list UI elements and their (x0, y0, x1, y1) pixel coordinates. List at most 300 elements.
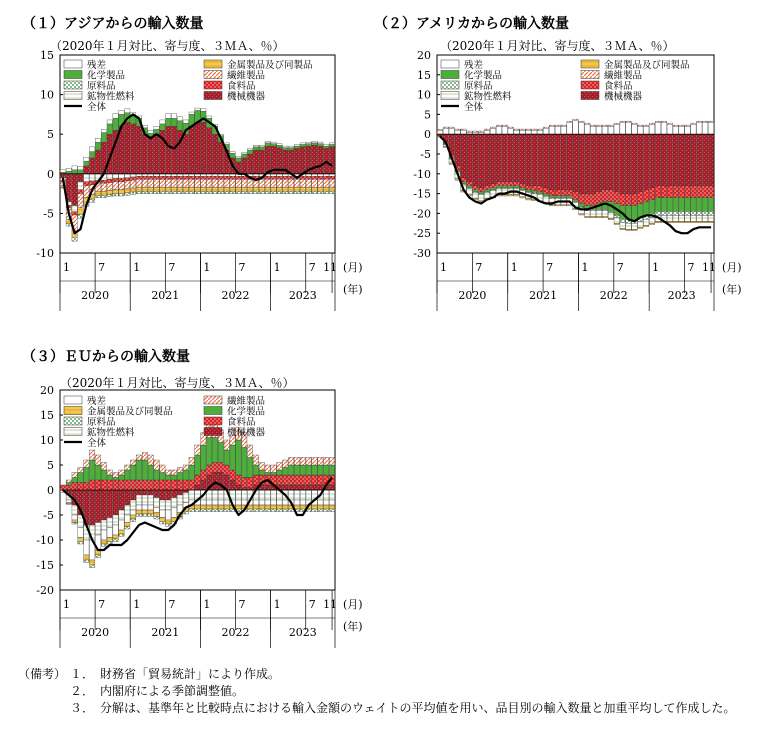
bar-segment-fuel (271, 490, 276, 500)
bar-segment-chem (514, 186, 519, 188)
bar-segment-resid (154, 126, 159, 129)
bar-segment-fuel (125, 505, 130, 515)
bar-segment-mach (661, 134, 666, 185)
x-tick-label: 7 (616, 261, 624, 274)
bar-segment-raw (107, 542, 112, 545)
bar-segment-metal (177, 187, 182, 191)
bar-segment-textile (667, 123, 672, 124)
legend-label: 繊維製品 (227, 70, 266, 82)
bar-segment-chem (207, 438, 212, 466)
bar-segment-raw (107, 194, 112, 196)
legend-swatch (204, 81, 222, 89)
bar-segment-food (171, 480, 176, 490)
bar-segment-metal (318, 505, 323, 509)
bar-segment-mach (697, 134, 702, 185)
chart-0 (36, 49, 362, 311)
legend-label: 金属製品及び同製品 (227, 60, 313, 71)
bar-segment-food (89, 480, 94, 490)
bar-segment-metal (207, 187, 212, 191)
bar-segment-textile (508, 127, 513, 128)
bar-segment-food (473, 186, 478, 190)
bar-segment-mach (318, 485, 323, 490)
bar-segment-resid (277, 500, 282, 505)
bar-segment-textile (661, 121, 666, 122)
bar-segment-mach (107, 490, 112, 518)
bar-segment-fuel (697, 215, 702, 221)
bar-segment-metal (113, 190, 118, 194)
bar-segment-fuel (119, 510, 124, 520)
bar-segment-food (579, 194, 584, 204)
bar-segment-food (95, 480, 100, 490)
y-tick-label: 10 (40, 88, 54, 102)
legend-swatch (64, 417, 82, 425)
bar-segment-raw (324, 191, 329, 193)
x-tick-label: 1 (63, 598, 70, 611)
bar-segment-raw (189, 509, 194, 512)
bar-segment-food (312, 176, 317, 179)
bar-segment-textile (283, 460, 288, 468)
bar-segment-raw (166, 524, 171, 527)
bar-segment-resid (95, 138, 100, 142)
bar-segment-mach (265, 485, 270, 490)
bar-segment-food (212, 176, 217, 179)
bar-segment-metal (514, 195, 519, 196)
bar-segment-raw (277, 191, 282, 193)
bar-segment-mach (585, 134, 590, 193)
bar-segment-raw (283, 191, 288, 193)
chart-subtitle: （2020年１月対比、寄与度、３ＭＡ、％） (50, 39, 285, 53)
bar-segment-mach (520, 134, 525, 184)
bar-segment-mach (461, 134, 466, 178)
bar-segment-food (673, 186, 678, 198)
bar-segment-textile (318, 458, 323, 466)
legend-label: 機械機器 (604, 91, 643, 103)
y-tick-label: 10 (417, 88, 431, 102)
bar-segment-metal (136, 187, 141, 191)
bar-segment-fuel (590, 211, 595, 217)
bar-segment-metal (183, 187, 188, 191)
year-label: 2020 (81, 289, 110, 302)
bar-segment-textile (271, 179, 276, 187)
bar-segment-raw (113, 539, 118, 542)
bar-segment-food (585, 194, 590, 206)
bar-segment-metal (78, 538, 83, 542)
bar-segment-resid (113, 525, 118, 535)
bar-segment-raw (667, 211, 672, 215)
notes-section (18, 666, 750, 717)
bar-segment-food (288, 475, 293, 485)
bar-segment-fuel (602, 211, 607, 217)
bar-segment-raw (300, 191, 305, 193)
x-tick-label: 1 (203, 598, 211, 611)
bar-segment-food (101, 180, 106, 183)
bar-segment-chem (195, 455, 200, 475)
bar-segment-metal (107, 190, 112, 194)
bar-segment-food (242, 176, 247, 179)
x-tick-label: 7 (168, 261, 176, 274)
bar-segment-mach (136, 490, 141, 495)
bar-segment-chem (467, 186, 472, 188)
bar-segment-fuel (685, 215, 690, 221)
bar-segment-mach (702, 134, 707, 185)
bar-segment-mach (318, 146, 323, 174)
bar-segment-chem (259, 470, 264, 475)
bar-segment-raw (224, 509, 229, 512)
bar-segment-resid (89, 147, 94, 152)
bar-segment-raw (283, 509, 288, 512)
bar-segment-textile (154, 179, 159, 187)
bar-segment-food (484, 186, 489, 190)
bar-segment-resid (632, 124, 637, 134)
bar-segment-mach (673, 134, 678, 185)
bar-segment-food (247, 478, 252, 488)
bar-segment-food (283, 176, 288, 179)
bar-segment-fuel (626, 223, 631, 229)
bar-segment-chem (306, 144, 311, 146)
notes-label: （備考） (18, 667, 67, 681)
bar-segment-textile (277, 463, 282, 471)
bar-segment-fuel (478, 195, 483, 201)
bar-segment-metal (160, 518, 165, 522)
legend-label: 食料品 (227, 417, 256, 428)
bar-segment-resid (573, 120, 578, 134)
bar-segment-textile (473, 131, 478, 132)
y-tick-label: -15 (36, 559, 54, 572)
bar-segment-metal (691, 221, 696, 222)
bar-segment-mach (555, 134, 560, 189)
bar-segment-resid (691, 124, 696, 134)
x-tick-label: 7 (308, 261, 316, 274)
bar-segment-textile (224, 440, 229, 450)
bar-segment-textile (644, 125, 649, 126)
y-tick-label: -30 (413, 247, 431, 260)
bar-segment-mach (685, 134, 690, 185)
legend-label: 原料品 (87, 417, 116, 428)
bar-segment-chem (177, 121, 182, 131)
x-tick-label: 7 (238, 261, 246, 274)
bar-segment-resid (154, 508, 159, 513)
x-tick-label: 11 (323, 261, 338, 274)
bar-segment-textile (300, 179, 305, 187)
x-tick-label: 1 (273, 598, 281, 611)
chart-subtitle: （2020年１月対比、寄与度、３ＭＡ、％） (60, 376, 295, 390)
month-unit-label: (月) (343, 598, 363, 611)
bar-segment-food (318, 475, 323, 485)
bar-segment-resid (283, 146, 288, 148)
bar-segment-mach (514, 134, 519, 182)
bar-segment-mach (644, 134, 649, 189)
bar-segment-mach (201, 122, 206, 173)
bar-segment-chem (573, 200, 578, 202)
bar-segment-textile (443, 127, 448, 128)
bar-segment-food (218, 463, 223, 473)
bar-segment-resid (329, 143, 334, 145)
bar-segment-metal (649, 223, 654, 224)
bar-segment-textile (532, 129, 537, 130)
bar-segment-food (130, 480, 135, 490)
bar-segment-textile (478, 131, 483, 132)
bar-segment-food (72, 483, 77, 491)
bar-segment-metal (277, 187, 282, 191)
bar-segment-mach (166, 126, 171, 174)
bar-segment-metal (119, 530, 124, 534)
bar-segment-textile (136, 179, 141, 187)
bar-segment-raw (596, 209, 601, 210)
bar-segment-chem (160, 473, 165, 481)
bar-segment-fuel (300, 490, 305, 500)
chart-title: （１）アジアからの輸入数量 (22, 16, 204, 32)
bar-segment-fuel (218, 490, 223, 500)
bar-segment-textile (288, 458, 293, 466)
bar-segment-resid (614, 124, 619, 134)
bar-segment-fuel (708, 215, 713, 221)
bar-segment-food (113, 179, 118, 182)
bar-segment-food (288, 176, 293, 179)
note-text: 分解は、基準年と比較時点における輸入金額のウェイトの平均値を用い、品目別の輸入数量と加重平均して作成した。 (100, 701, 736, 715)
bar-segment-raw (508, 188, 513, 189)
bar-segment-textile (679, 125, 684, 126)
bar-segment-food (195, 176, 200, 179)
bar-segment-textile (265, 465, 270, 473)
bar-segment-food (614, 192, 619, 204)
y-tick-label: 15 (40, 49, 54, 62)
bar-segment-mach (294, 148, 299, 173)
bar-segment-metal (218, 187, 223, 191)
bar-segment-mach (125, 490, 130, 505)
bar-segment-metal (142, 187, 147, 191)
bar-segment-mach (95, 490, 100, 523)
bar-segment-metal (271, 505, 276, 509)
bar-segment-chem (247, 458, 252, 478)
y-tick-label: -10 (413, 167, 431, 181)
bar-segment-chem (265, 473, 270, 476)
bar-segment-textile (590, 125, 595, 126)
bar-segment-raw (526, 192, 531, 193)
legend-label: 残差 (87, 396, 107, 407)
bar-segment-chem (288, 148, 293, 150)
bar-segment-metal (520, 197, 525, 198)
legend-label: 全体 (87, 438, 107, 449)
bar-segment-fuel (259, 490, 264, 500)
bar-segment-chem (561, 196, 566, 198)
note-text: 内閣府による季節調整値。 (100, 684, 245, 698)
bar-segment-metal (655, 221, 660, 222)
bar-segment-chem (638, 204, 643, 218)
legend-label: 金属製品及び同製品 (604, 60, 690, 71)
bar-segment-metal (218, 505, 223, 509)
legend-label: 原料品 (87, 81, 116, 92)
bar-segment-chem (253, 147, 258, 150)
bar-segment-food (294, 475, 299, 485)
bar-segment-metal (207, 505, 212, 509)
year-label: 2020 (458, 289, 487, 302)
bar-segment-mach (89, 490, 94, 525)
bar-segment-mach (579, 134, 584, 193)
bar-segment-textile (107, 183, 112, 191)
bar-segment-resid (329, 500, 334, 505)
bar-segment-mach (626, 134, 631, 193)
bar-segment-food (667, 186, 672, 198)
bar-segment-resid (160, 510, 165, 518)
bar-segment-chem (259, 147, 264, 150)
bar-segment-food (602, 190, 607, 202)
bar-segment-mach (294, 485, 299, 490)
bar-segment-fuel (72, 205, 77, 211)
bar-segment-food (89, 181, 94, 185)
bar-segment-metal (136, 510, 141, 514)
bar-segment-raw (537, 194, 542, 195)
bar-segment-mach (567, 134, 572, 189)
bar-segment-fuel (473, 193, 478, 199)
bar-segment-metal (195, 187, 200, 191)
y-tick-label: 20 (40, 384, 54, 397)
bar-segment-resid (294, 500, 299, 505)
bar-segment-textile (329, 179, 334, 187)
bar-segment-resid (253, 145, 258, 147)
bar-segment-metal (324, 505, 329, 509)
bar-segment-fuel (160, 500, 165, 510)
bar-segment-resid (288, 146, 293, 148)
bar-segment-chem (532, 190, 537, 192)
bar-segment-metal (195, 505, 200, 509)
bar-segment-chem (224, 450, 229, 465)
bar-segment-resid (484, 130, 489, 134)
bar-segment-resid (283, 500, 288, 505)
bar-segment-metal (119, 190, 124, 194)
bar-segment-mach (89, 158, 94, 174)
bar-segment-food (596, 192, 601, 204)
bar-segment-resid (271, 500, 276, 505)
bar-segment-raw (318, 191, 323, 193)
bar-segment-chem (329, 465, 334, 475)
bar-segment-raw (288, 509, 293, 512)
bar-segment-textile (148, 179, 153, 187)
bar-segment-resid (142, 505, 147, 510)
bar-segment-textile (294, 458, 299, 466)
bar-segment-textile (189, 458, 194, 466)
bar-segment-metal (708, 221, 713, 222)
bar-segment-resid (461, 130, 466, 134)
bar-segment-metal (166, 187, 171, 191)
legend-swatch (64, 71, 82, 79)
bar-segment-raw (496, 188, 501, 189)
bar-segment-mach (537, 134, 542, 185)
bar-segment-resid (166, 114, 171, 119)
bar-segment-mach (119, 490, 124, 510)
bar-segment-resid (107, 528, 112, 538)
bar-segment-fuel (667, 215, 672, 221)
legend-label: 鉱物性燃料 (464, 91, 512, 103)
bar-segment-textile (113, 473, 118, 478)
bar-segment-raw (520, 190, 525, 191)
bar-segment-food (183, 176, 188, 179)
bar-segment-chem (119, 475, 124, 480)
bar-segment-metal (283, 505, 288, 509)
x-tick-label: 1 (133, 261, 141, 274)
bar-segment-metal (78, 208, 83, 214)
bar-segment-resid (259, 145, 264, 147)
bar-segment-resid (72, 515, 77, 520)
bar-segment-food (708, 186, 713, 198)
bar-segment-food (277, 475, 282, 485)
bar-segment-raw (277, 509, 282, 512)
bar-segment-food (130, 177, 135, 180)
bar-segment-chem (78, 473, 83, 483)
bar-segment-textile (84, 460, 89, 468)
bar-segment-resid (201, 109, 206, 111)
bar-segment-raw (101, 544, 106, 547)
bar-segment-chem (667, 198, 672, 212)
bar-segment-food (166, 176, 171, 179)
bar-segment-food (78, 190, 83, 194)
bar-segment-resid (265, 500, 270, 505)
bar-segment-metal (125, 189, 130, 193)
year-label: 2021 (529, 289, 558, 302)
bar-segment-textile (626, 121, 631, 122)
y-tick-label: 10 (40, 434, 54, 447)
bar-segment-raw (490, 190, 495, 191)
bar-segment-chem (271, 473, 276, 476)
bar-segment-food (312, 475, 317, 485)
bar-segment-textile (148, 455, 153, 465)
bar-segment-metal (608, 219, 613, 220)
bar-segment-mach (242, 158, 247, 174)
bar-segment-resid (306, 142, 311, 144)
y-tick-label: -10 (36, 247, 54, 260)
legend-label: 残差 (87, 60, 107, 71)
bar-segment-metal (288, 187, 293, 191)
legend-swatch (204, 417, 222, 425)
legend-swatch (64, 81, 82, 89)
bar-segment-raw (183, 512, 188, 515)
bar-segment-mach (247, 154, 252, 174)
bar-segment-fuel (183, 493, 188, 503)
bar-segment-resid (148, 505, 153, 510)
bar-segment-chem (113, 478, 118, 481)
x-tick-label: 7 (98, 598, 106, 611)
bar-segment-metal (113, 535, 118, 539)
bar-segment-chem (526, 190, 531, 192)
bar-segment-mach (602, 134, 607, 189)
bar-segment-mach (177, 490, 182, 495)
bar-segment-resid (324, 500, 329, 505)
year-unit-label: (年) (722, 283, 742, 296)
legend-swatch (441, 81, 459, 89)
bar-segment-raw (661, 211, 666, 215)
bar-segment-food (236, 176, 241, 179)
bar-segment-fuel (236, 490, 241, 500)
year-label: 2022 (221, 289, 250, 302)
bar-segment-food (632, 194, 637, 206)
bar-segment-mach (467, 134, 472, 182)
bar-segment-raw (212, 509, 217, 512)
bar-segment-metal (253, 505, 258, 509)
bar-segment-chem (312, 143, 317, 145)
bar-segment-chem (697, 198, 702, 212)
bar-segment-mach (142, 134, 147, 174)
bar-segment-mach (549, 134, 554, 189)
bar-segment-fuel (72, 505, 77, 515)
bar-segment-raw (608, 211, 613, 212)
year-label: 2023 (667, 289, 696, 302)
bar-segment-fuel (242, 490, 247, 500)
bar-segment-chem (78, 170, 83, 174)
bar-segment-textile (66, 480, 71, 483)
bar-segment-mach (283, 485, 288, 490)
year-label: 2023 (288, 626, 317, 639)
bar-segment-metal (107, 538, 112, 542)
bar-segment-raw (189, 191, 194, 193)
